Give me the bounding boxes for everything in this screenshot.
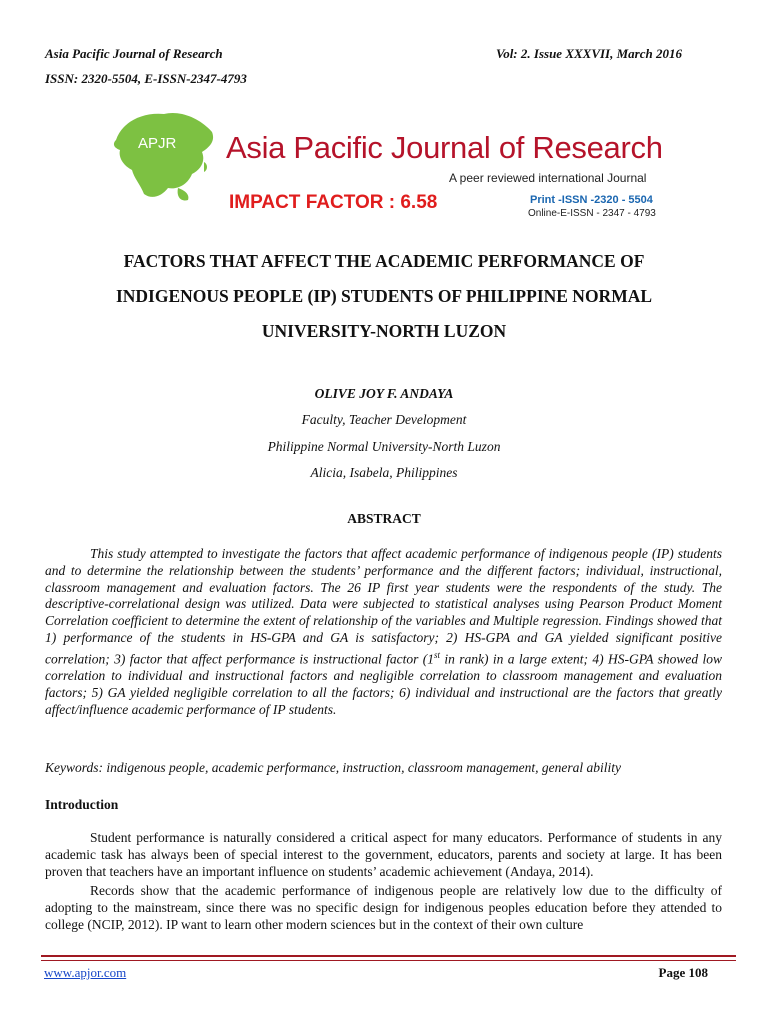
impact-factor: IMPACT FACTOR : 6.58 xyxy=(229,192,438,213)
header-issn: ISSN: 2320-5504, E-ISSN-2347-4793 xyxy=(45,71,247,86)
banner-journal-name: Asia Pacific Journal of Research xyxy=(226,130,663,165)
banner-print-issn: Print -ISSN -2320 - 5504 xyxy=(530,194,653,206)
paper-title xyxy=(40,244,728,349)
page-number: Page 108 xyxy=(658,965,708,980)
author-university: Philippine Normal University-North Luzon xyxy=(267,439,501,454)
abstract-text-a: This study attempted to investigate the factors that affect academic performance of indigenous people (IP) students and to determine the relationship between the students’ performance and the different factors; individual, instructional, classroom management and evaluation factors. The 26 IP first year students were the respondents of the study. The descriptive-correlational design was utilized. Data were subjected to statistical analyses using Pearson Product Moment Correlation coefficient to determine the extent of relationship of the variables and Multiple regression. Findings showed that 1) performance of the students in HS-GPA and GA is satisfactory; 2) HS-GPA and GA yielded significant positive correlation; 3) factor that affect performance is instructional factor (1 xyxy=(45,546,722,667)
banner-online-issn: Online-E-ISSN - 2347 - 4793 xyxy=(528,208,656,219)
author-dept: Faculty, Teacher Development xyxy=(301,412,467,427)
footer-divider-thin xyxy=(41,960,736,961)
abstract-text xyxy=(45,546,722,718)
title-line: FACTORS THAT AFFECT THE ACADEMIC PERFORMANCE OF xyxy=(123,251,645,271)
keywords: Keywords: indigenous people, academic performance, instruction, classroom management, general ability xyxy=(45,760,622,775)
header-volume: Vol: 2. Issue XXXVII, March 2016 xyxy=(495,46,682,61)
footer-divider xyxy=(41,955,736,957)
asia-map-logo xyxy=(108,104,218,204)
abstract-sup: st xyxy=(434,649,441,660)
header-journal: Asia Pacific Journal of Research xyxy=(45,46,223,61)
author-name: OLIVE JOY F. ANDAYA xyxy=(314,386,454,401)
journal-banner xyxy=(108,104,678,224)
introduction-paragraph-1: Student performance is naturally considered a critical aspect for many educators. Performance of students in any academic task has always been of special interest to the government, educators, parents and society at large. It has been proven that teachers have an important influence on students’ academic achievement (Andaya, 2014). xyxy=(45,830,722,879)
abstract-text-b: in rank) in a large extent; 4) HS-GPA showed low correlation to individual and instructional factors and negligible correlation to classroom management and evaluation factors; 5) GA yielded negligible correlation to all the factors; 6) individual and instructional are the factors that greatly affect/influence academic performance of IP students. xyxy=(45,651,722,717)
abstract-heading: ABSTRACT xyxy=(347,511,421,526)
logo-text: APJR xyxy=(138,135,177,152)
author-location: Alicia, Isabela, Philippines xyxy=(310,465,458,480)
introduction-paragraph-2: Records show that the academic performance of indigenous people are relatively low due to the difficulty of adopting to the mainstream, since there was no specific design for indigenous peoples education before they attended to college (NCIP, 2012). IP want to learn other modern sciences but in the context of their own culture xyxy=(45,883,722,932)
title-line: INDIGENOUS PEOPLE (IP) STUDENTS OF PHILIPPINE NORMAL xyxy=(115,286,653,306)
title-line: UNIVERSITY-NORTH LUZON xyxy=(261,321,507,341)
banner-tagline: A peer reviewed international Journal xyxy=(449,171,647,185)
introduction-heading: Introduction xyxy=(45,797,119,812)
footer-url-link[interactable]: www.apjor.com xyxy=(44,965,127,980)
